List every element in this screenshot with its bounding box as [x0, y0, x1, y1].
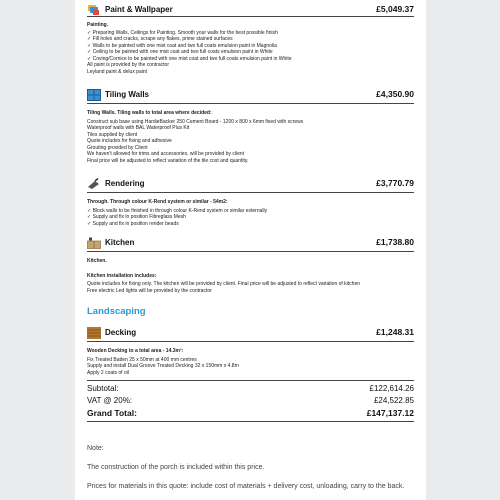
grand-total-value: £147,137.12: [366, 408, 414, 418]
grand-total-row: [87, 408, 414, 418]
list-item: ✓ Block walls to be finished in through colour K-Rend system or similar externally: [87, 207, 268, 214]
section-price: £1,248.31: [376, 327, 414, 337]
subtotal-label: Subtotal:: [87, 384, 119, 393]
section-heading: Painting.: [87, 22, 109, 28]
grand-total-label: Grand Total:: [87, 408, 137, 418]
list-item: Final price will be adjusted to reflect variation of the tile cost and quantity.: [87, 157, 249, 164]
section-heading: Wooden Decking to a total area - 14.3m²:: [87, 348, 184, 354]
section-header-rendering: [87, 174, 414, 192]
category-heading-landscaping: Landscaping: [87, 306, 146, 317]
subtotal-value: £122,614.26: [369, 384, 414, 393]
quote-page: [75, 0, 426, 500]
list-item: ✓ Ceiling to be painted with one mist coat and two full coats emulsion paint in White: [87, 49, 273, 55]
list-item: ✓ Fill holes and cracks, scrape any flakes, prime stained surfaces: [87, 36, 233, 42]
note-materials: Prices for materials in this quote: include cost of materials + delivery cost, unloading, carry to the back.: [87, 483, 405, 490]
decking-icon: [87, 326, 101, 338]
divider: [87, 192, 414, 193]
list-item: Construct sub base using HardieBacker 250 Cement Board - 1200 x 800 x 6mm fixed with screws: [87, 118, 304, 125]
section-title: Tiling Walls: [105, 89, 150, 99]
list-item: ✓ Coving/Cornice to be painted with one mist coat and two full coats emulsion paint in White: [87, 55, 292, 62]
list-item: Grouting provided by Client: [87, 144, 148, 151]
section-price: £4,350.90: [376, 89, 414, 99]
tiles-icon: [87, 88, 101, 100]
list-item: Supply and install Dual Groove Treated Decking 32 x 150mm x 4.8m: [87, 363, 239, 369]
list-item: We haven't allowed for trims and accessories, will be provided by client: [87, 151, 245, 157]
section-price: £3,770.79: [376, 178, 414, 188]
list-item: ✓ Supply and fix in position Fibreglass Mesh: [87, 214, 186, 220]
section-body-tiling: [87, 110, 414, 164]
list-item: Free electric Led lights will be provided by the contractor: [87, 287, 212, 294]
divider: [87, 16, 414, 17]
section-title: Decking: [105, 327, 137, 337]
list-item: ✓ Walls to be painted with one mist coat and two full coats emulsion paint in Magnolia: [87, 42, 277, 49]
vat-value: £24,522.85: [373, 396, 414, 405]
section-header-kitchen: [87, 233, 414, 251]
list-item: Quote includes for fixing and adhesive: [87, 138, 172, 144]
section-title: Kitchen: [105, 237, 135, 247]
vat-row: [87, 396, 414, 405]
section-heading: Tiling Walls. Tiling walls to total area where decided:: [87, 110, 212, 116]
list-item: Apply 2 coats of oil: [87, 369, 129, 376]
section-title: Rendering: [105, 178, 145, 188]
list-item: Waterproof walls with BAL Waterproof Plus Kit: [87, 125, 190, 131]
section-subheading: Kitchen installation includes:: [87, 272, 157, 279]
divider: [87, 421, 414, 422]
paint-icon: [87, 3, 101, 15]
divider: [87, 103, 414, 104]
vat-label: VAT @ 20%:: [87, 396, 133, 405]
section-body-decking: [87, 348, 414, 376]
divider: [87, 251, 414, 252]
divider: [87, 341, 414, 342]
note-heading: Note:: [87, 445, 104, 452]
section-title: Paint & Wallpaper: [105, 4, 173, 14]
subtotal-row: [87, 384, 414, 393]
list-item: Quote includes for fixing only. The kitchen will be provided by client. Final price will be adjusted to reflect variation of kitchen: [87, 281, 361, 287]
list-item: ✓ Supply and fix in position render beads: [87, 220, 179, 227]
section-heading: Through. Through colour K-Rend system or similar - 54m2:: [87, 199, 228, 205]
section-price: £1,738.80: [376, 237, 414, 247]
kitchen-icon: [87, 236, 101, 248]
section-price: £5,049.37: [376, 4, 414, 14]
trowel-icon: [87, 177, 101, 189]
section-body-paint: [87, 22, 414, 75]
section-header-decking: [87, 323, 414, 341]
list-item: Fix Treated Batten 25 x 50mm at 400 mm centres: [87, 356, 197, 363]
section-heading: Kitchen.: [87, 258, 107, 264]
section-body-kitchen: [87, 258, 414, 294]
list-item: Tiles supplied by client: [87, 131, 138, 138]
note-porch: The construction of the porch is included within this price.: [87, 464, 265, 471]
list-item: All paint is provided by the contractor: [87, 62, 169, 68]
section-body-rendering: [87, 199, 414, 227]
divider: [87, 380, 414, 381]
section-header-tiling: [87, 85, 414, 103]
list-item: ✓ Preparing Walls, Ceilings for Painting. Smooth your walls for the best possible finish: [87, 29, 278, 36]
list-item: Leyland paint & delux paint: [87, 68, 148, 75]
